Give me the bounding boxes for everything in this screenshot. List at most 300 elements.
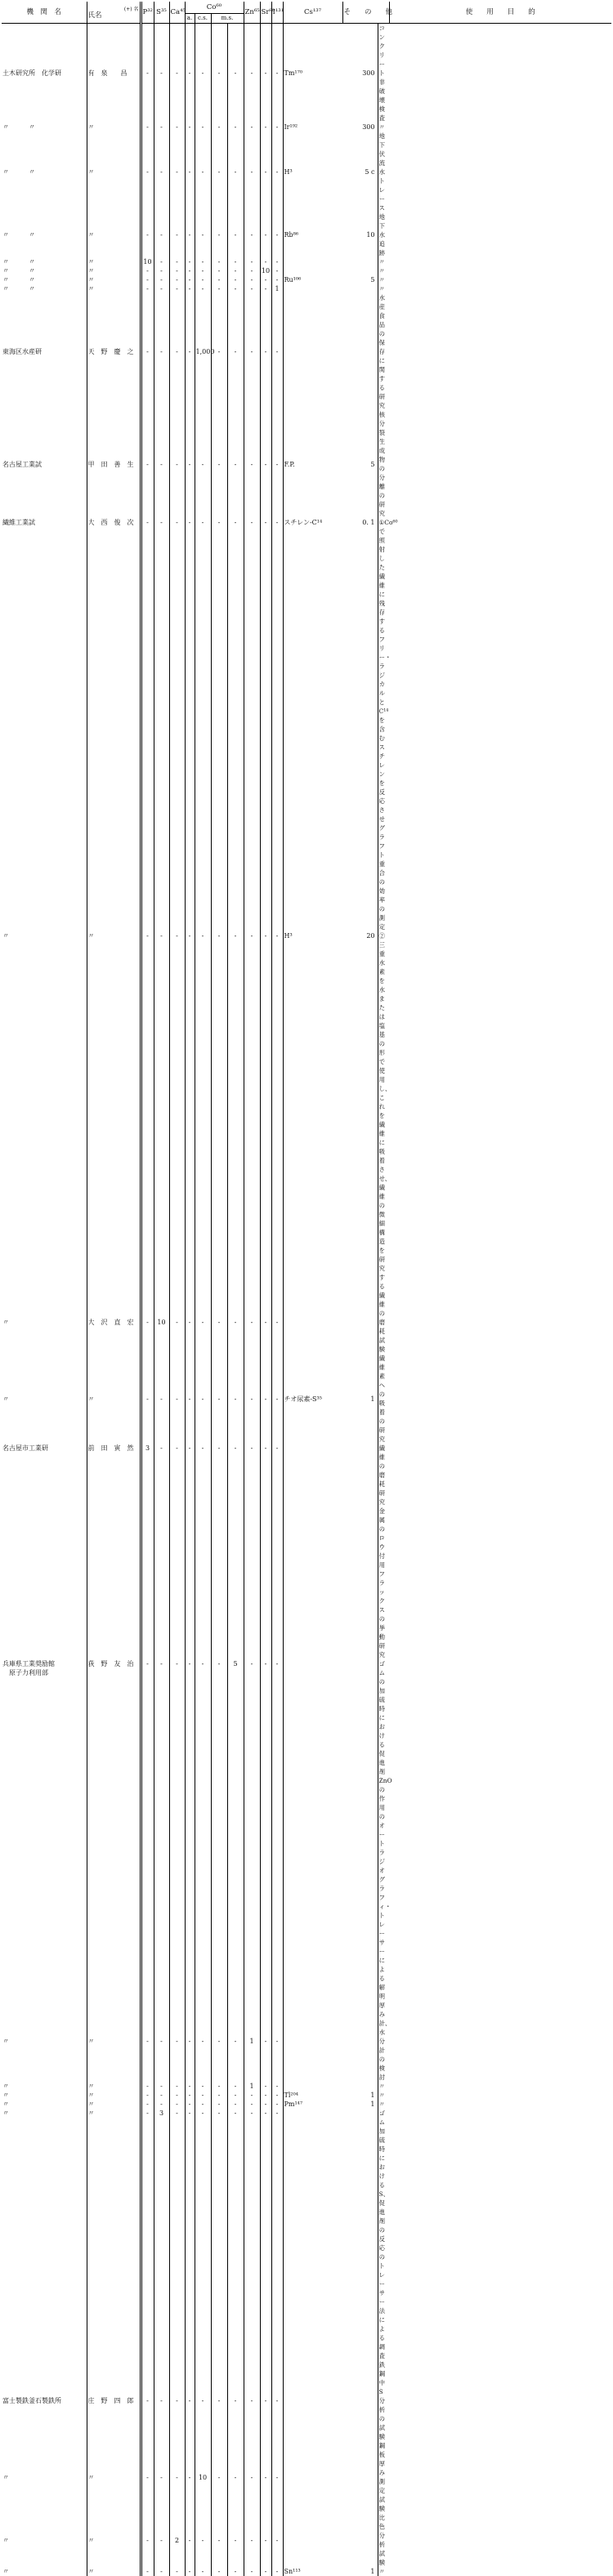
isotope-value-cell: - (271, 2091, 283, 2100)
isotope-value-cell: - (141, 931, 154, 1291)
isotope-value-cell: - (195, 2082, 211, 2091)
header-person-label: 氏名 (88, 12, 139, 19)
isotope-value-cell: - (260, 132, 271, 212)
org-cell: 名古屋市工業研 (2, 1444, 87, 1659)
isotope-value-cell: - (169, 2109, 185, 2360)
table-row (2, 1354, 611, 1444)
other-isotope-cell (283, 1444, 342, 1659)
table-row (2, 410, 611, 518)
isotope-value-cell: - (211, 2360, 227, 2441)
table-row (2, 132, 611, 212)
isotope-value-cell: - (154, 24, 169, 123)
isotope-value-cell: - (260, 24, 271, 123)
isotope-value-cell: - (195, 1659, 211, 2001)
isotope-value-cell: - (244, 1444, 260, 1659)
purpose-cell: 地下水追跡 (378, 212, 389, 257)
isotope-value-cell: - (141, 24, 154, 123)
isotope-value-cell: - (141, 212, 154, 257)
isotope-value-cell: - (195, 132, 211, 212)
purpose-cell: 繊維の磨耗研究 金属のロウ付用フラックスの挙動研究 (378, 1444, 389, 1659)
isotope-value-cell: - (195, 410, 211, 518)
purpose-cell: 〃 (378, 257, 389, 266)
isotope-value-cell: - (271, 410, 283, 518)
isotope-value-cell: - (185, 1444, 195, 1659)
other-amount-cell (342, 2513, 378, 2567)
person-cell: 〃 (87, 2567, 141, 2576)
table-row (2, 293, 611, 410)
table-row (2, 518, 611, 931)
header-co-a: a. (185, 14, 195, 24)
person-cell: 〃 (87, 1354, 141, 1444)
isotope-value-cell: - (185, 2082, 195, 2091)
isotope-value-cell: - (244, 24, 260, 123)
isotope-value-cell: - (227, 212, 244, 257)
isotope-value-cell: - (141, 275, 154, 284)
org-cell: 東海区水産研 (2, 293, 87, 410)
header-cs137: Cs¹³⁷ (283, 2, 342, 24)
purpose-cell: 〃 (378, 123, 389, 132)
isotope-value-cell: - (169, 293, 185, 410)
isotope-value-cell: - (154, 284, 169, 293)
table-row (2, 2441, 611, 2513)
isotope-value-cell: - (185, 1659, 195, 2001)
isotope-value-cell: - (154, 2001, 169, 2082)
purpose-cell: 〃 (378, 2091, 389, 2100)
isotope-value-cell: - (260, 1444, 271, 1659)
table-row (2, 24, 611, 123)
isotope-value-cell: - (244, 293, 260, 410)
purpose-cell: 厚み計、水分計の検討 (378, 2001, 389, 2082)
isotope-value-cell: - (260, 257, 271, 266)
table-row (2, 284, 611, 293)
isotope-value-cell: - (185, 1354, 195, 1444)
org-cell: 〃 (2, 2109, 87, 2360)
isotope-value-cell: - (271, 518, 283, 931)
isotope-value-cell: - (154, 275, 169, 284)
org-cell: 〃 (2, 2513, 87, 2567)
isotope-value-cell: - (244, 257, 260, 266)
isotope-value-cell: - (141, 2100, 154, 2109)
isotope-value-cell: - (271, 2109, 283, 2360)
isotope-value-cell: - (260, 931, 271, 1291)
isotope-value-cell: - (185, 2567, 195, 2576)
org-cell: 繊維工業試 (2, 518, 87, 931)
purpose-cell: 〃 (378, 2100, 389, 2109)
isotope-value-cell: - (271, 212, 283, 257)
header-other: そ の 他 (342, 2, 389, 24)
org-cell: 〃 (2, 2441, 87, 2513)
person-cell: 甲 田 善 生 (87, 410, 141, 518)
isotope-value-cell: - (169, 2091, 185, 2100)
isotope-value-cell: - (169, 275, 185, 284)
org-cell: 〃 (2, 931, 87, 1291)
isotope-value-cell: - (169, 1354, 185, 1444)
isotope-value-cell: - (185, 24, 195, 123)
org-cell: 〃 〃 (2, 123, 87, 132)
isotope-value-cell: - (244, 410, 260, 518)
person-cell: 〃 (87, 266, 141, 275)
isotope-value-cell: - (227, 1444, 244, 1659)
isotope-value-cell: - (227, 518, 244, 931)
table-row (2, 275, 611, 284)
org-cell: 土木研究所 化学研 (2, 24, 87, 123)
other-amount-cell: 5 c (342, 132, 378, 212)
isotope-value-cell: - (141, 2567, 154, 2576)
isotope-value-cell: - (141, 2091, 154, 2100)
isotope-value-cell: - (260, 212, 271, 257)
isotope-value-cell: - (211, 518, 227, 931)
isotope-value-cell: - (195, 123, 211, 132)
other-isotope-cell (283, 2001, 342, 2082)
isotope-value-cell: - (169, 24, 185, 123)
other-amount-cell (342, 2001, 378, 2082)
isotope-value-cell: - (211, 275, 227, 284)
isotope-value-cell: - (211, 2441, 227, 2513)
isotope-value-cell: 10 (260, 266, 271, 275)
isotope-value-cell: - (211, 257, 227, 266)
isotope-value-cell: - (244, 1354, 260, 1444)
isotope-value-cell: - (185, 266, 195, 275)
isotope-value-cell: - (154, 2091, 169, 2100)
isotope-value-cell: 3 (154, 2109, 169, 2360)
other-amount-cell: 1 (342, 1354, 378, 1444)
person-cell: 〃 (87, 284, 141, 293)
person-cell: 〃 (87, 257, 141, 266)
other-amount-cell (342, 2109, 378, 2360)
isotope-value-cell: - (154, 518, 169, 931)
isotope-value-cell: - (271, 1659, 283, 2001)
isotope-value-cell: - (169, 518, 185, 931)
org-cell: 〃 (2, 2567, 87, 2576)
other-isotope-cell: Ir¹⁹² (283, 123, 342, 132)
isotope-value-cell: - (211, 2567, 227, 2576)
isotope-value-cell: - (271, 2100, 283, 2109)
other-amount-cell: 10 (342, 212, 378, 257)
other-amount-cell (342, 2441, 378, 2513)
isotope-value-cell: - (185, 410, 195, 518)
isotope-value-cell: - (244, 132, 260, 212)
isotope-value-cell: - (211, 2109, 227, 2360)
other-isotope-cell: Ru¹⁰⁶ (283, 275, 342, 284)
isotope-value-cell: - (195, 284, 211, 293)
isotope-value-cell: - (169, 931, 185, 1291)
isotope-value-cell: - (211, 1291, 227, 1354)
isotope-value-cell: - (169, 266, 185, 275)
purpose-cell: 比色分析試験 (378, 2513, 389, 2567)
other-isotope-cell: Pm¹⁴⁷ (283, 2100, 342, 2109)
isotope-value-cell: - (260, 2567, 271, 2576)
isotope-value-cell: - (271, 2082, 283, 2091)
other-isotope-cell: H³ (283, 931, 342, 1291)
table-row (2, 2567, 611, 2576)
isotope-value-cell: - (169, 2082, 185, 2091)
purpose-cell: 鋼板厚み測定試験 (378, 2441, 389, 2513)
isotope-value-cell: - (185, 2441, 195, 2513)
isotope-value-cell: - (141, 284, 154, 293)
other-amount-cell: 1 (342, 2100, 378, 2109)
isotope-value-cell: - (154, 931, 169, 1291)
isotope-value-cell: 1 (244, 2001, 260, 2082)
isotope-value-cell: - (227, 2109, 244, 2360)
isotope-value-cell: - (154, 132, 169, 212)
isotope-value-cell: - (185, 212, 195, 257)
isotope-value-cell: - (211, 2091, 227, 2100)
isotope-value-cell: - (185, 2513, 195, 2567)
isotope-value-cell: - (260, 2082, 271, 2091)
isotope-value-cell: - (227, 293, 244, 410)
isotope-value-cell: - (244, 2100, 260, 2109)
isotope-value-cell: - (211, 931, 227, 1291)
isotope-value-cell: - (227, 2082, 244, 2091)
other-amount-cell (342, 266, 378, 275)
isotope-value-cell: - (244, 2091, 260, 2100)
table-row (2, 2100, 611, 2109)
other-amount-cell: 20 (342, 931, 378, 1291)
isotope-value-cell: - (211, 2082, 227, 2091)
isotope-value-cell: - (244, 275, 260, 284)
isotope-value-cell: - (227, 2360, 244, 2441)
other-isotope-cell (283, 1291, 342, 1354)
isotope-value-cell: - (260, 284, 271, 293)
org-cell: 名古屋工業試 (2, 410, 87, 518)
purpose-cell: ②三重水素を水または塩基の形で使用し、これを繊維に吸着させ、繊維の微細構造を研究する (378, 931, 389, 1291)
isotope-value-cell: - (260, 275, 271, 284)
org-cell: 〃 (2, 2001, 87, 2082)
header-person-top: (+) 名 (88, 7, 139, 12)
isotope-value-cell: - (211, 24, 227, 123)
isotope-value-cell: - (227, 2567, 244, 2576)
purpose-cell: コンクリート非破壊検査 (378, 24, 389, 123)
org-cell: 〃 〃 (2, 284, 87, 293)
isotope-value-cell: - (271, 2360, 283, 2441)
other-amount-cell: 0. 1 (342, 518, 378, 931)
isotope-value-cell: - (154, 2100, 169, 2109)
isotope-value-cell: - (211, 2001, 227, 2082)
isotope-value-cell: - (260, 518, 271, 931)
isotope-value-cell: - (185, 518, 195, 931)
isotope-value-cell: - (271, 24, 283, 123)
isotope-value-cell: - (227, 266, 244, 275)
isotope-value-cell: - (271, 931, 283, 1291)
isotope-value-cell: - (195, 518, 211, 931)
table-row (2, 1444, 611, 1659)
isotope-value-cell: - (185, 2001, 195, 2082)
isotope-value-cell: - (271, 2441, 283, 2513)
isotope-value-cell: - (154, 257, 169, 266)
isotope-value-cell: - (227, 284, 244, 293)
isotope-value-cell: 10 (141, 257, 154, 266)
isotope-value-cell: - (227, 1291, 244, 1354)
isotope-value-cell: - (244, 2360, 260, 2441)
isotope-value-cell: - (154, 410, 169, 518)
other-isotope-cell (283, 1659, 342, 2001)
isotope-value-cell: - (195, 2100, 211, 2109)
isotope-value-cell: - (244, 2567, 260, 2576)
isotope-value-cell: - (271, 266, 283, 275)
isotope-value-cell: - (211, 266, 227, 275)
isotope-value-cell: - (169, 1444, 185, 1659)
person-cell: 〃 (87, 2091, 141, 2100)
other-amount-cell: 5 (342, 410, 378, 518)
person-cell: 〃 (87, 132, 141, 212)
isotope-value-cell: - (141, 266, 154, 275)
isotope-value-cell: - (154, 1659, 169, 2001)
isotope-value-cell: - (185, 931, 195, 1291)
isotope-value-cell: - (169, 1659, 185, 2001)
purpose-cell: ゴム加硫時における S、促進剤の反応のトレーサー法による調査 (378, 2109, 389, 2360)
other-isotope-cell (283, 293, 342, 410)
isotope-value-cell: - (271, 132, 283, 212)
table-row (2, 2109, 611, 2360)
isotope-value-cell: - (271, 1444, 283, 1659)
isotope-value-cell: - (185, 257, 195, 266)
isotope-value-cell: - (169, 257, 185, 266)
isotope-value-cell: - (271, 275, 283, 284)
other-isotope-cell (283, 2082, 342, 2091)
isotope-value-cell: - (244, 1291, 260, 1354)
isotope-value-cell: - (154, 2513, 169, 2567)
header-person (87, 2, 141, 24)
other-isotope-cell: F.P. (283, 410, 342, 518)
other-isotope-cell (283, 2109, 342, 2360)
isotope-value-cell: - (195, 2091, 211, 2100)
isotope-value-cell: - (227, 410, 244, 518)
isotope-value-cell: - (141, 123, 154, 132)
isotope-value-cell: - (271, 293, 283, 410)
table-header (2, 2, 611, 24)
other-amount-cell: 1 (342, 2091, 378, 2100)
other-isotope-cell: Tm¹⁷⁰ (283, 24, 342, 123)
table-row (2, 212, 611, 257)
isotope-value-cell: - (227, 2441, 244, 2513)
org-cell: 〃 〃 (2, 257, 87, 266)
isotope-value-cell: - (141, 410, 154, 518)
isotope-value-cell: - (169, 2441, 185, 2513)
isotope-value-cell: - (227, 2513, 244, 2567)
isotope-value-cell: - (185, 2100, 195, 2109)
purpose-cell: 鉄鋼中S分析の試験 (378, 2360, 389, 2441)
table-row (2, 266, 611, 275)
other-amount-cell: 1 (342, 2567, 378, 2576)
isotope-value-cell: - (141, 293, 154, 410)
isotope-value-cell: - (260, 2001, 271, 2082)
org-cell: 兵庫県工業奨励館 原子力利用部 (2, 1659, 87, 2001)
isotope-value-cell: - (141, 132, 154, 212)
header-sr90: Sr⁹⁰ (260, 2, 271, 24)
isotope-value-cell: 5 (227, 1659, 244, 2001)
other-isotope-cell (283, 2360, 342, 2441)
isotope-value-cell: - (244, 2513, 260, 2567)
isotope-value-cell: - (185, 2109, 195, 2360)
other-isotope-cell: スチレン-C¹⁴ (283, 518, 342, 931)
isotope-value-cell: - (195, 931, 211, 1291)
isotope-value-cell: - (271, 1291, 283, 1354)
person-cell: 〃 (87, 275, 141, 284)
isotope-value-cell: - (244, 284, 260, 293)
isotope-value-cell: - (211, 1444, 227, 1659)
isotope-value-cell: - (185, 1291, 195, 1354)
other-isotope-cell: Sn¹¹³ (283, 2567, 342, 2576)
isotope-value-cell: 10 (154, 1291, 169, 1354)
org-cell: 富士製鉄釜石製鉄所 (2, 2360, 87, 2441)
isotope-value-cell: 3 (141, 1444, 154, 1659)
isotope-value-cell: - (154, 2567, 169, 2576)
isotope-value-cell: - (227, 132, 244, 212)
purpose-cell: ゴムの加硫時における促進剤 ZnO の作用のオートラジオグラフィ・トレーサーによる解明 (378, 1659, 389, 2001)
isotope-value-cell: - (260, 1291, 271, 1354)
isotope-value-cell: - (169, 2360, 185, 2441)
isotope-value-cell: - (154, 2082, 169, 2091)
person-cell: 有 泉 昌 (87, 24, 141, 123)
purpose-cell: 〃 (378, 284, 389, 293)
purpose-cell: 核分裂生成物の分離の研究 (378, 410, 389, 518)
isotope-value-cell: - (211, 410, 227, 518)
other-isotope-cell (283, 284, 342, 293)
isotope-value-cell: - (154, 293, 169, 410)
purpose-cell: 繊維の磨耗試験 (378, 1291, 389, 1354)
isotope-value-cell: - (260, 1354, 271, 1444)
other-isotope-cell (283, 2513, 342, 2567)
isotope-value-cell: - (211, 132, 227, 212)
purpose-cell: 〃 (378, 2567, 389, 2576)
header-co-ms: m.s. (211, 14, 244, 24)
person-cell: 庄 野 四 郎 (87, 2360, 141, 2441)
isotope-value-cell: - (169, 284, 185, 293)
isotope-value-cell: - (154, 212, 169, 257)
header-co-cs: c.s. (195, 14, 211, 24)
table-body (2, 24, 611, 2576)
header-purpose: 使 用 目 的 (389, 2, 611, 24)
isotope-value-cell: - (260, 2091, 271, 2100)
isotope-value-cell: - (141, 2441, 154, 2513)
isotope-value-cell: - (260, 2513, 271, 2567)
other-amount-cell (342, 2082, 378, 2091)
isotope-value-cell: - (211, 1354, 227, 1444)
isotope-value-cell: - (141, 2513, 154, 2567)
isotope-value-cell: - (154, 266, 169, 275)
isotope-value-cell: - (169, 1291, 185, 1354)
isotope-value-cell: - (271, 1354, 283, 1444)
org-cell: 〃 〃 (2, 132, 87, 212)
purpose-cell: 水産食品の保存に関する研究 (378, 293, 389, 410)
isotope-value-cell: - (154, 1444, 169, 1659)
isotope-value-cell: - (154, 1354, 169, 1444)
isotope-value-cell: - (141, 518, 154, 931)
person-cell: 〃 (87, 212, 141, 257)
isotope-value-cell: - (195, 266, 211, 275)
person-cell: 〃 (87, 931, 141, 1291)
isotope-value-cell: - (211, 2100, 227, 2109)
table-row (2, 2082, 611, 2091)
person-cell: 前 田 寅 然 (87, 1444, 141, 1659)
person-cell: 〃 (87, 2109, 141, 2360)
person-cell: 〃 (87, 2082, 141, 2091)
person-cell: 〃 (87, 2001, 141, 2082)
other-amount-cell (342, 293, 378, 410)
isotope-value-cell: - (141, 2360, 154, 2441)
purpose-cell: 〃 (378, 2082, 389, 2091)
isotope-value-cell: - (185, 2091, 195, 2100)
other-amount-cell (342, 1659, 378, 2001)
isotope-value-cell: - (195, 257, 211, 266)
isotope-value-cell: - (141, 2082, 154, 2091)
other-isotope-cell: Tl²⁰⁴ (283, 2091, 342, 2100)
isotope-value-cell: 1,000 (195, 293, 211, 410)
isotope-value-cell: - (141, 1291, 154, 1354)
table-row (2, 2091, 611, 2100)
isotope-value-cell: - (211, 212, 227, 257)
isotope-value-cell: - (195, 2567, 211, 2576)
